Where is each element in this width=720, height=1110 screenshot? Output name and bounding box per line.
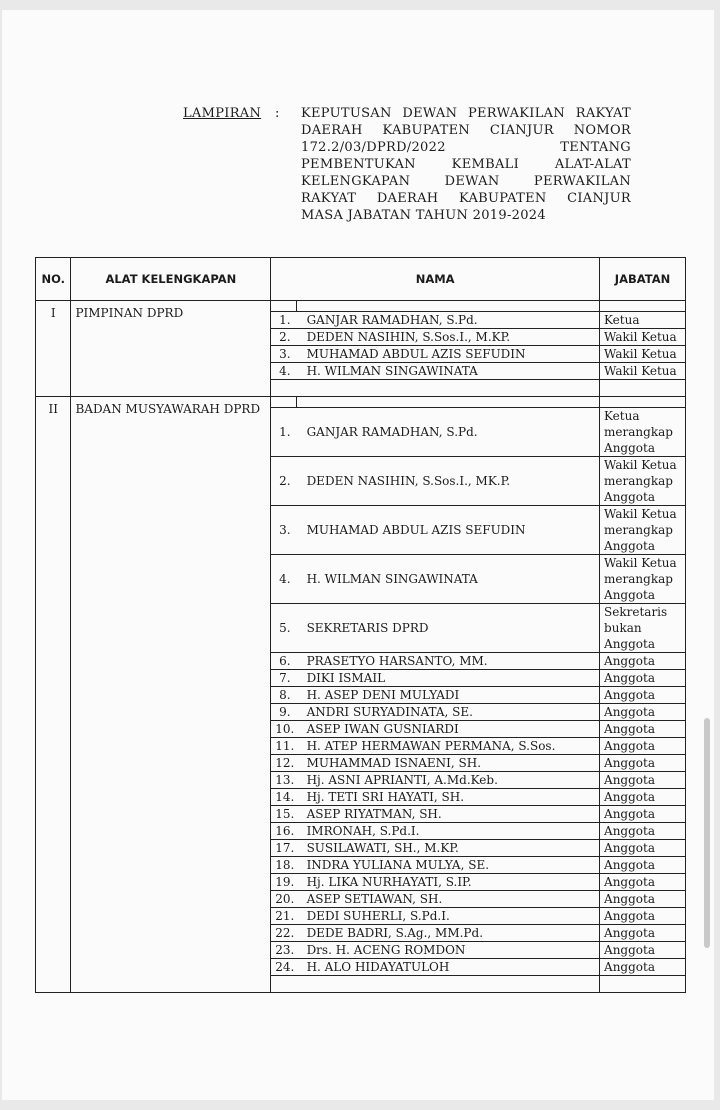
lampiran-line: DAERAH KABUPATEN CIANJUR NOMOR [301, 123, 631, 138]
row-number: 1. [271, 312, 297, 329]
gap-cell [297, 397, 600, 408]
gap-cell [271, 397, 297, 408]
row-nama: DEDEN NASIHIN, S.Sos.I., MK.P. [297, 457, 600, 506]
row-number: 20. [271, 891, 297, 908]
row-jabatan: Anggota [600, 772, 686, 789]
row-number: 24. [271, 959, 297, 976]
row-jabatan: Anggota [600, 704, 686, 721]
row-jabatan: Anggota [600, 874, 686, 891]
gap-cell [600, 397, 686, 408]
row-jabatan: Sekretaris bukan Anggota [600, 604, 686, 653]
row-number: 2. [271, 329, 297, 346]
row-jabatan: Wakil Ketua [600, 363, 686, 380]
spacer-cell [271, 380, 297, 397]
lampiran-line: MASA JABATAN TAHUN 2019-2024 [301, 208, 546, 223]
row-nama: IMRONAH, S.Pd.I. [297, 823, 600, 840]
row-jabatan: Wakil Ketua [600, 346, 686, 363]
row-nama: ASEP IWAN GUSNIARDI [297, 721, 600, 738]
spacer-cell [297, 380, 600, 397]
row-jabatan: Anggota [600, 687, 686, 704]
row-jabatan: Wakil Ketua merangkap Anggota [600, 506, 686, 555]
row-jabatan: Anggota [600, 925, 686, 942]
row-jabatan: Anggota [600, 857, 686, 874]
row-jabatan: Anggota [600, 806, 686, 823]
row-jabatan: Ketua [600, 312, 686, 329]
gap-cell [600, 301, 686, 312]
header-nama: NAMA [271, 258, 600, 301]
row-number: 17. [271, 840, 297, 857]
row-number: 10. [271, 721, 297, 738]
section-gap-row [36, 301, 686, 312]
row-jabatan: Anggota [600, 908, 686, 925]
row-jabatan: Anggota [600, 891, 686, 908]
lampiran-colon: : [275, 106, 280, 121]
lampiran-line: KELENGKAPAN DEWAN PERWAKILAN [301, 174, 631, 189]
row-number: 7. [271, 670, 297, 687]
row-nama: DIKI ISMAIL [297, 670, 600, 687]
row-jabatan: Wakil Ketua [600, 329, 686, 346]
row-nama: GANJAR RAMADHAN, S.Pd. [297, 312, 600, 329]
row-number: 12. [271, 755, 297, 772]
row-jabatan: Anggota [600, 789, 686, 806]
row-number: 3. [271, 506, 297, 555]
row-nama: Hj. TETI SRI HAYATI, SH. [297, 789, 600, 806]
row-nama: ASEP RIYATMAN, SH. [297, 806, 600, 823]
row-nama: DEDI SUHERLI, S.Pd.I. [297, 908, 600, 925]
lampiran-description [301, 105, 631, 224]
row-jabatan: Ketua merangkap Anggota [600, 408, 686, 457]
row-number: 5. [271, 604, 297, 653]
section-gap-row [36, 397, 686, 408]
row-nama: MUHAMMAD ISNAENI, SH. [297, 755, 600, 772]
row-number: 6. [271, 653, 297, 670]
section-number: II [36, 397, 71, 993]
row-nama: PRASETYO HARSANTO, MM. [297, 653, 600, 670]
row-number: 21. [271, 908, 297, 925]
row-nama: DEDE BADRI, S.Ag., MM.Pd. [297, 925, 600, 942]
row-jabatan: Anggota [600, 959, 686, 976]
row-number: 4. [271, 555, 297, 604]
row-number: 14. [271, 789, 297, 806]
row-jabatan: Anggota [600, 738, 686, 755]
row-number: 15. [271, 806, 297, 823]
row-number: 4. [271, 363, 297, 380]
row-number: 8. [271, 687, 297, 704]
row-number: 16. [271, 823, 297, 840]
row-nama: MUHAMAD ABDUL AZIS SEFUDIN [297, 506, 600, 555]
row-number: 18. [271, 857, 297, 874]
row-number: 9. [271, 704, 297, 721]
section-alat-kelengkapan: BADAN MUSYAWARAH DPRD [71, 397, 271, 993]
row-nama: INDRA YULIANA MULYA, SE. [297, 857, 600, 874]
row-nama: ANDRI SURYADINATA, SE. [297, 704, 600, 721]
spacer-cell [600, 976, 686, 993]
section-number: I [36, 301, 71, 397]
lampiran-line: KEPUTUSAN DEWAN PERWAKILAN RAKYAT [301, 106, 631, 121]
spacer-cell [600, 380, 686, 397]
row-nama: SEKRETARIS DPRD [297, 604, 600, 653]
row-nama: GANJAR RAMADHAN, S.Pd. [297, 408, 600, 457]
header-alat: ALAT KELENGKAPAN [71, 258, 271, 301]
header-no: NO. [36, 258, 71, 301]
scrollbar[interactable] [704, 718, 710, 948]
row-number: 23. [271, 942, 297, 959]
table-header-row [36, 258, 686, 301]
row-jabatan: Anggota [600, 823, 686, 840]
alat-kelengkapan-table [35, 257, 686, 993]
lampiran-line: 172.2/03/DPRD/2022 TENTANG [301, 140, 631, 155]
row-jabatan: Wakil Ketua merangkap Anggota [600, 555, 686, 604]
row-nama: H. ATEP HERMAWAN PERMANA, S.Sos. [297, 738, 600, 755]
row-number: 1. [271, 408, 297, 457]
spacer-cell [271, 976, 297, 993]
row-jabatan: Anggota [600, 653, 686, 670]
row-nama: Hj. ASNI APRIANTI, A.Md.Keb. [297, 772, 600, 789]
row-jabatan: Anggota [600, 840, 686, 857]
spacer-cell [297, 976, 600, 993]
lampiran-label: LAMPIRAN [183, 106, 262, 121]
row-nama: H. ASEP DENI MULYADI [297, 687, 600, 704]
row-number: 13. [271, 772, 297, 789]
header-jabatan: JABATAN [600, 258, 686, 301]
row-number: 2. [271, 457, 297, 506]
row-jabatan: Anggota [600, 721, 686, 738]
gap-cell [271, 301, 297, 312]
row-jabatan: Anggota [600, 942, 686, 959]
section-alat-kelengkapan: PIMPINAN DPRD [71, 301, 271, 397]
row-nama: SUSILAWATI, SH., M.KP. [297, 840, 600, 857]
row-nama: Drs. H. ACENG ROMDON [297, 942, 600, 959]
row-jabatan: Wakil Ketua merangkap Anggota [600, 457, 686, 506]
row-nama: DEDEN NASIHIN, S.Sos.I., M.KP. [297, 329, 600, 346]
row-jabatan: Anggota [600, 670, 686, 687]
row-number: 3. [271, 346, 297, 363]
lampiran-line: PEMBENTUKAN KEMBALI ALAT-ALAT [301, 157, 631, 172]
row-nama: ASEP SETIAWAN, SH. [297, 891, 600, 908]
row-number: 22. [271, 925, 297, 942]
row-nama: H. WILMAN SINGAWINATA [297, 363, 600, 380]
row-nama: Hj. LIKA NURHAYATI, S.IP. [297, 874, 600, 891]
row-jabatan: Anggota [600, 755, 686, 772]
lampiran-line: RAKYAT DAERAH KABUPATEN CIANJUR [301, 191, 631, 206]
row-nama: H. WILMAN SINGAWINATA [297, 555, 600, 604]
row-number: 11. [271, 738, 297, 755]
gap-cell [297, 301, 600, 312]
row-nama: H. ALO HIDAYATULOH [297, 959, 600, 976]
row-number: 19. [271, 874, 297, 891]
row-nama: MUHAMAD ABDUL AZIS SEFUDIN [297, 346, 600, 363]
